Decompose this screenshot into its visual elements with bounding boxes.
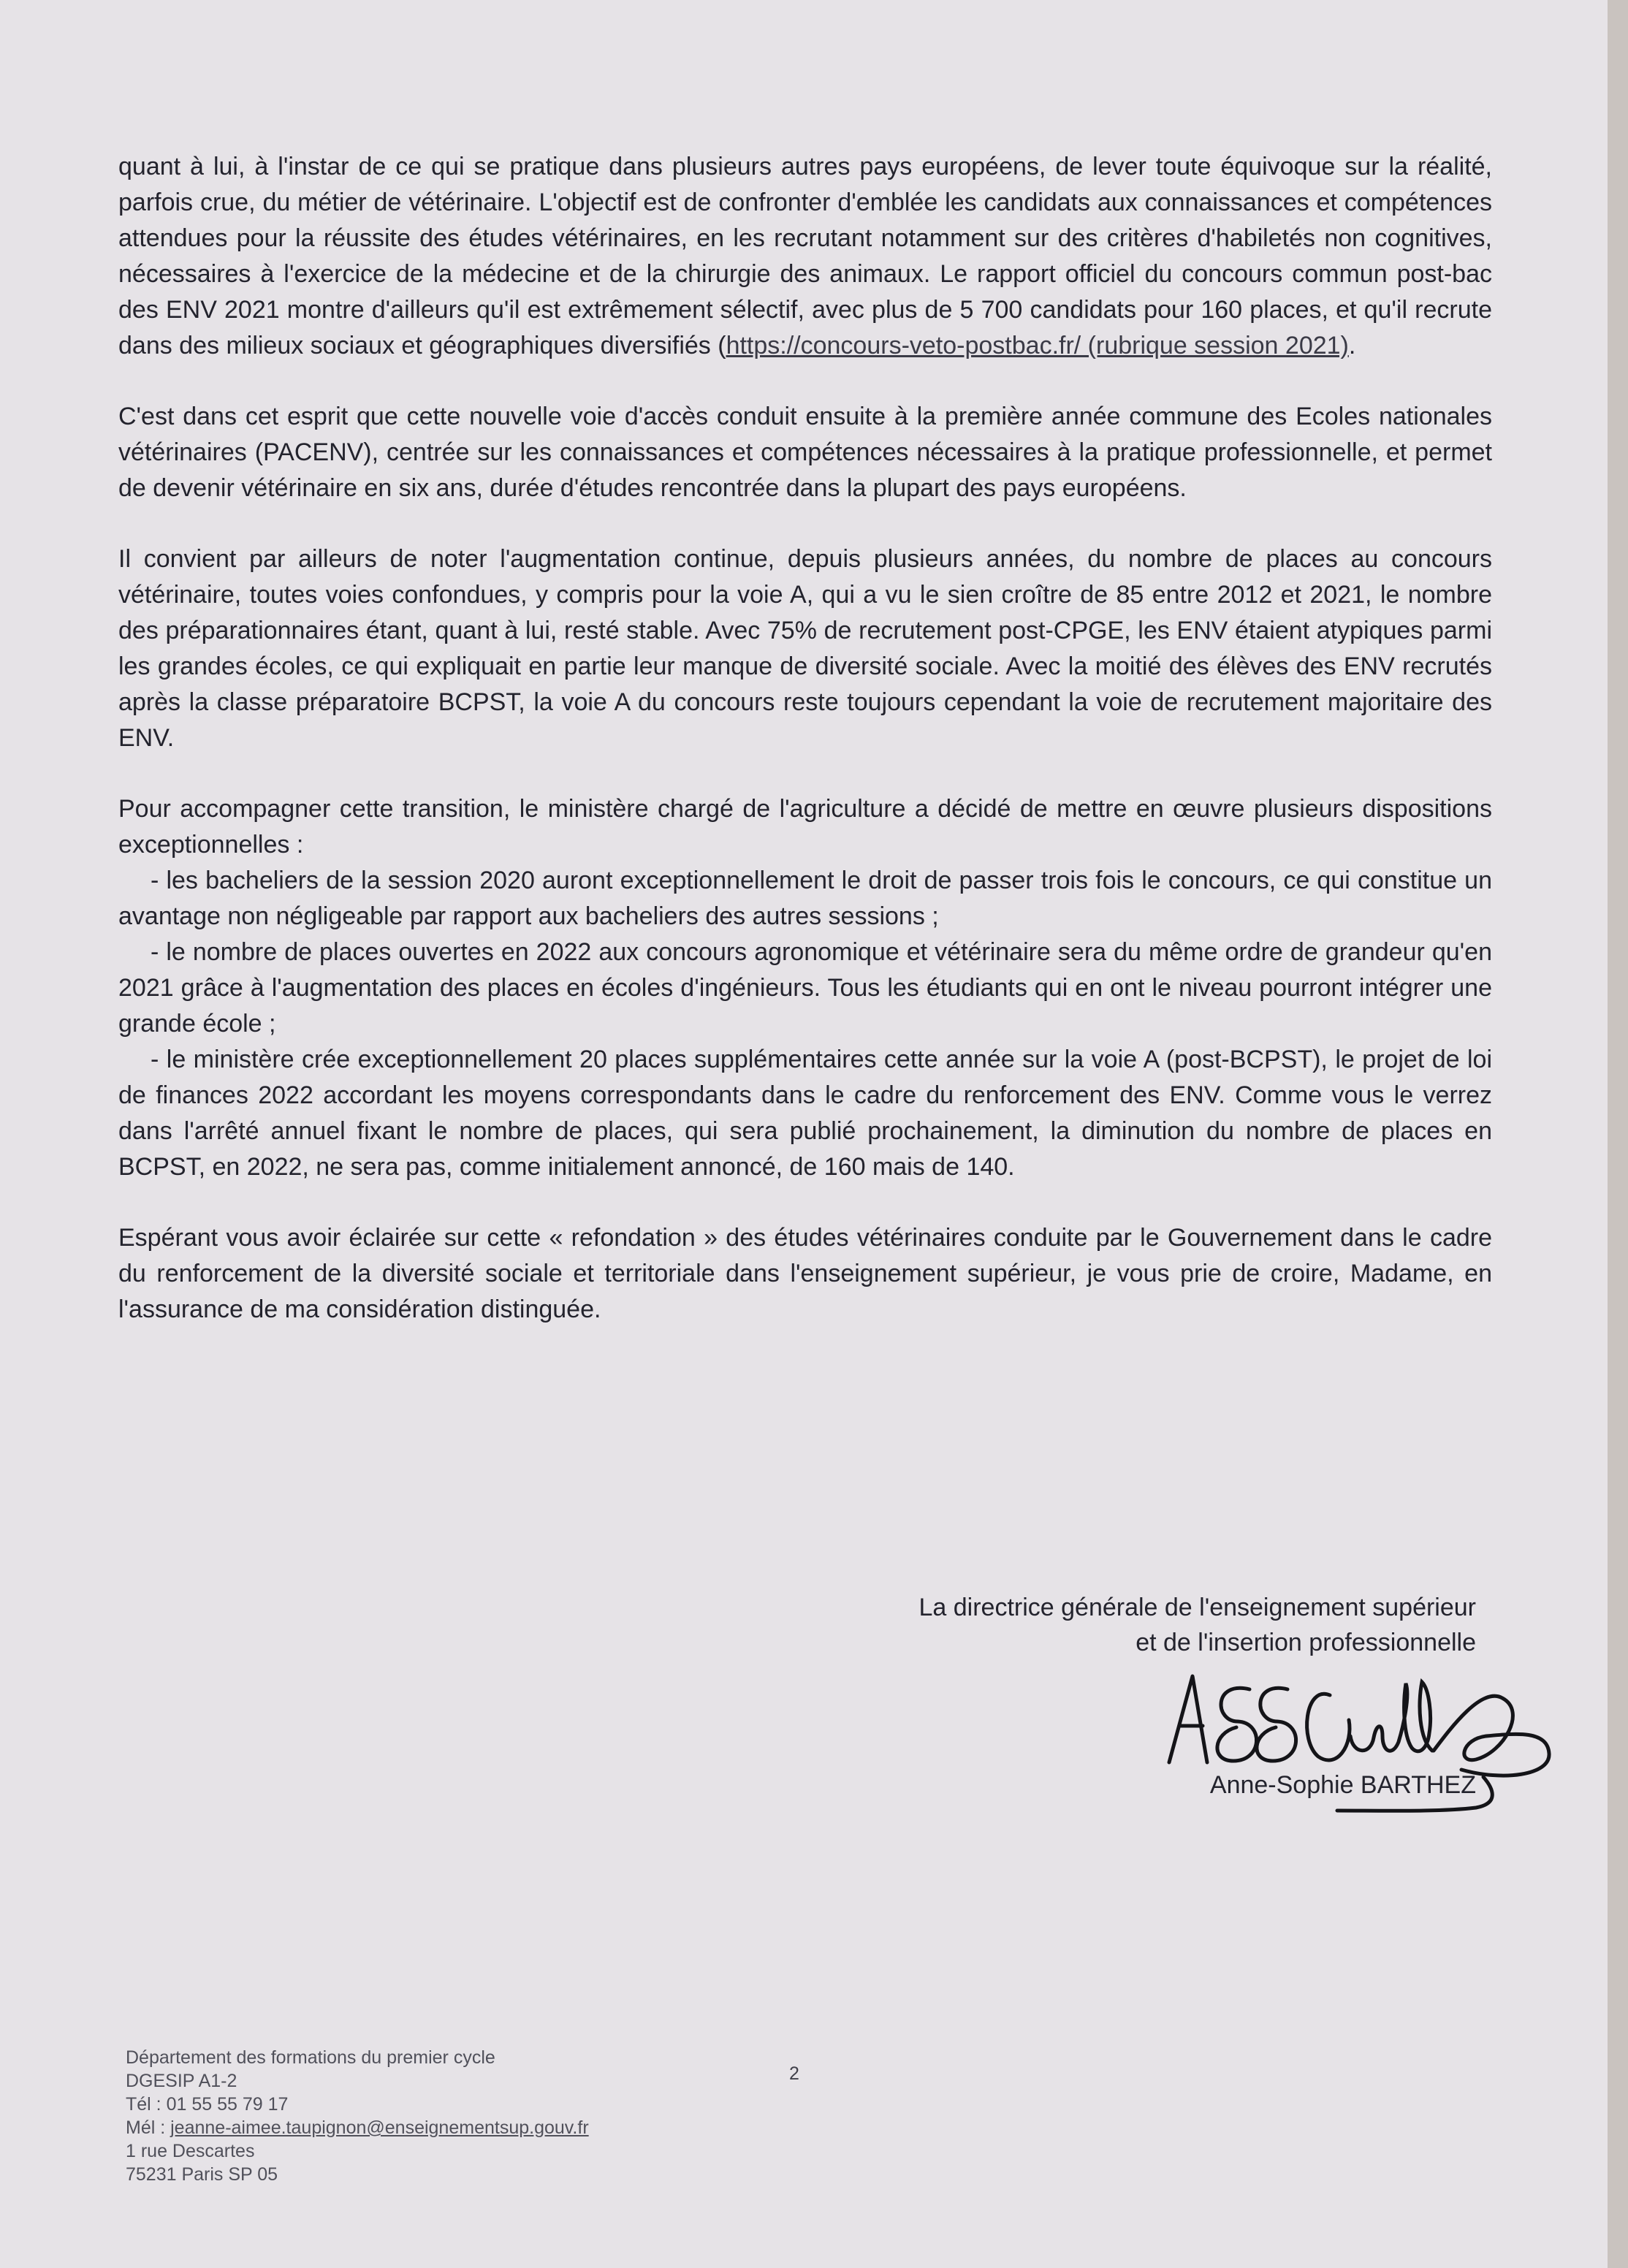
signatory-title xyxy=(804,1590,1476,1660)
paragraph-1 xyxy=(118,149,1492,364)
footer-address-line-2: 75231 Paris SP 05 xyxy=(126,2164,278,2185)
list-item: - le ministère crée exceptionnellement 20 places supplémentaires cette année sur la voie A (post-BCPST), le projet de loi de finances 2022 accordant les moyens correspondants dans le cadre du renforcement des ENV. Comme vous le verrez dans l'arrêté annuel fixant le nombre de places, qui sera publié prochainement, la diminution du nombre de places en BCPST, en 2022, ne sera pas, comme initialement annoncé, de 160 mais de 140. xyxy=(118,1046,1492,1181)
footer-department: Département des formations du premier cycle xyxy=(126,2047,495,2068)
list-item: - le nombre de places ouvertes en 2022 aux concours agronomique et vétérinaire sera du même ordre de grandeur qu'en 2021 grâce à l'augmentation des places en écoles d'ingénieurs. Tous les étudiants qui en ont le niveau pourront intégrer une grande école ; xyxy=(118,938,1492,1038)
footer-mail-link[interactable]: jeanne-aimee.taupignon@enseignementsup.gouv.fr xyxy=(170,2117,589,2138)
letter-body xyxy=(118,149,1492,1363)
footer-mail-label: Mél : xyxy=(126,2117,171,2138)
paragraph-2: C'est dans cet esprit que cette nouvelle voie d'accès conduit ensuite à la première année commune des Ecoles nationales vétérinaires (PACENV), centrée sur les connaissances et compétences nécessaires à la pratique professionnelle, et permet de devenir vétérinaire en six ans, durée d'études rencontrée dans la plupart des pays européens. xyxy=(118,403,1492,502)
footer-mail-row xyxy=(126,2116,710,2139)
signer-name: Anne-Sophie BARTHEZ xyxy=(1209,1771,1476,1799)
paragraph-1-text: quant à lui, à l'instar de ce qui se pratique dans plusieurs autres pays européens, de lever toute équivoque sur la réalité, parfois crue, du métier de vétérinaire. L'objectif est de confronter d'emblée les candidats aux connaissances et compétences attendues pour la réussite des études vétérinaires, en les recrutant notamment sur des critères d'habiletés non cognitives, nécessaires à l'exercice de la médecine et de la chirurgie des animaux. Le rapport officiel du concours commun post-bac des ENV 2021 montre d'ailleurs qu'il est extrêmement sélectif, avec plus de 5 700 candidats pour 160 places, et qu'il recrute dans des milieux sociaux et géographiques diversifiés ( xyxy=(118,153,1492,359)
footer-address-line-1: 1 rue Descartes xyxy=(126,2141,255,2161)
footer-phone: Tél : 01 55 55 79 17 xyxy=(126,2094,289,2115)
page-number: 2 xyxy=(789,2063,799,2084)
paragraph-5: Espérant vous avoir éclairée sur cette « refondation » des études vétérinaires conduite par le Gouvernement dans le cadre du renforcement de la diversité sociale et territoriale dans l'enseignement supérieur, je vous prie de croire, Madame, en l'assurance de ma considération distinguée. xyxy=(118,1224,1492,1323)
paragraph-1-end: . xyxy=(1348,332,1356,359)
signatory-title-line-2: et de l'insertion professionnelle xyxy=(1136,1629,1476,1656)
paragraph-3: Il convient par ailleurs de noter l'augmentation continue, depuis plusieurs années, du nombre de places au concours vétérinaire, toutes voies confondues, y compris pour la voie A, qui a vu le sien croître de 85 entre 2012 et 2021, le nombre des préparationnaires étant, quant à lui, resté stable. Avec 75% de recrutement post-CPGE, les ENV étaient atypiques parmi les grandes écoles, ce qui expliquait en partie leur manque de diversité sociale. Avec la moitié des élèves des ENV recrutés après la classe préparatoire BCPST, la voie A du concours reste toujours cependant la voie de recrutement majoritaire des ENV. xyxy=(118,545,1492,752)
signatory-title-line-1: La directrice générale de l'enseignement supérieur xyxy=(918,1594,1476,1621)
list-item: - les bacheliers de la session 2020 auront exceptionnellement le droit de passer trois fois le concours, ce qui constitue un avantage non négligeable par rapport aux bacheliers des autres sessions ; xyxy=(118,867,1492,930)
concours-link[interactable]: https://concours-veto-postbac.fr/ (rubrique session 2021) xyxy=(726,332,1349,359)
paragraph-4-intro: Pour accompagner cette transition, le ministère chargé de l'agriculture a décidé de mettre en œuvre plusieurs dispositions exceptionnelles : xyxy=(118,795,1492,859)
handwritten-signature xyxy=(1162,1660,1556,1835)
footer-office: DGESIP A1-2 xyxy=(126,2071,237,2091)
footer-contact xyxy=(126,2046,710,2186)
